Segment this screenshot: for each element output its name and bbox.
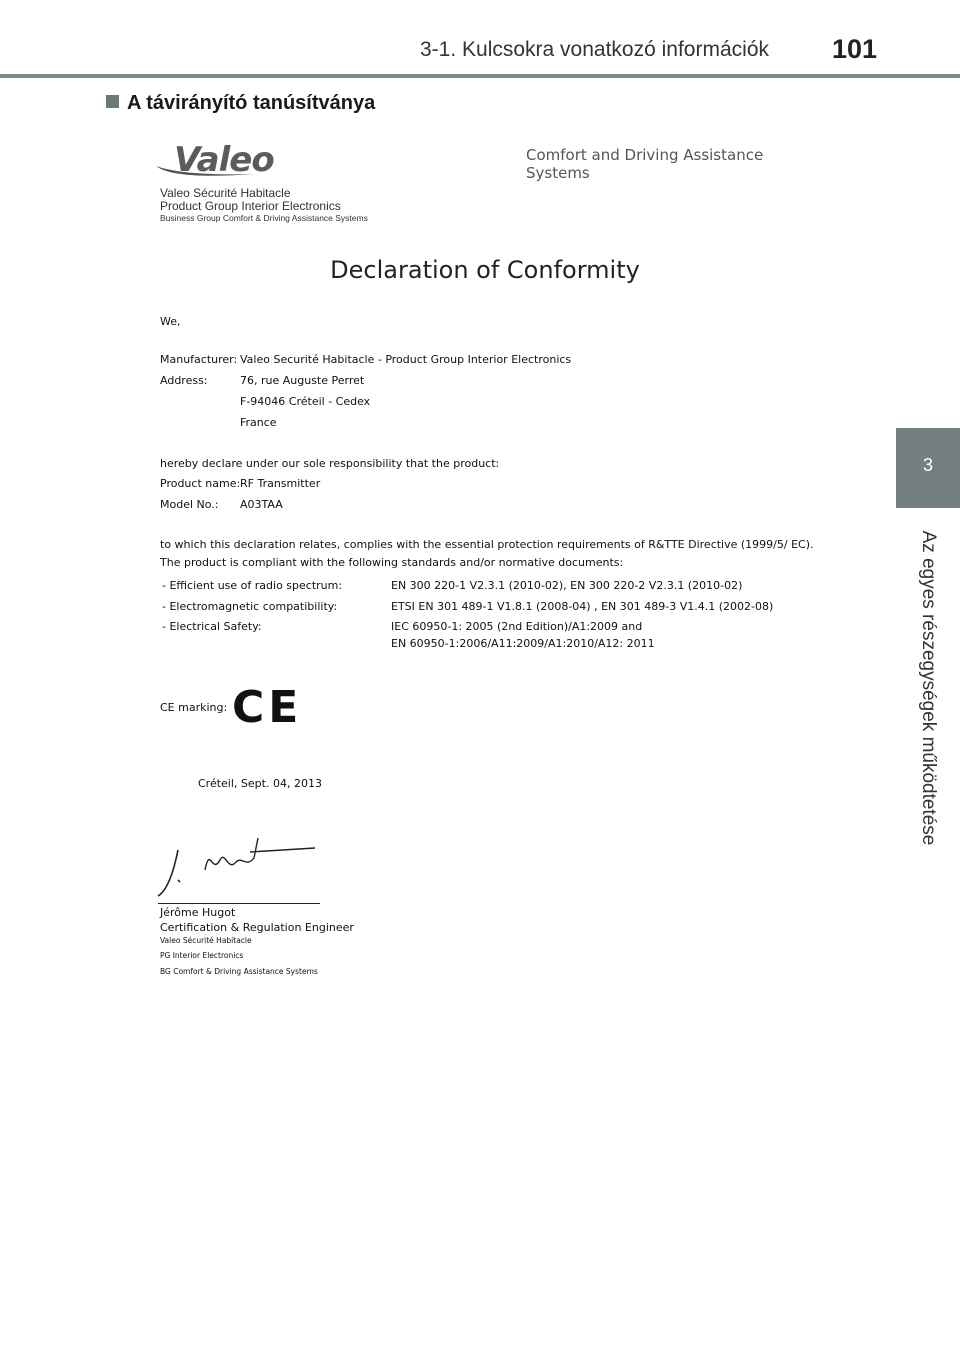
place-date: Créteil, Sept. 04, 2013 [198,777,322,790]
standard-label: - Electrical Safety: [162,620,262,633]
tagline: Comfort and Driving Assistance Systems [526,146,764,182]
valeo-logo [154,136,274,186]
page-number: 101 [832,34,878,64]
signer-name: Jérôme Hugot [160,906,236,919]
address-line: France [240,416,277,429]
model-label: Model No.: [160,498,219,511]
compliance-text: The product is compliant with the following standards and/or normative documents: [160,556,624,569]
signature-rule [158,903,320,904]
manufacturer-value: Valeo Securité Habitacle - Product Group Interior Electronics [240,353,572,366]
chapter-number: 3 [922,455,933,475]
signer-title: Certification & Regulation Engineer [160,921,354,934]
standard-value: IEC 60950-1: 2005 (2nd Edition)/A1:2009 and [391,620,643,633]
header-title: 3-1. Kulcsokra vonatkozó információk [420,38,769,61]
standard-label: - Electromagnetic compatibility: [162,600,338,613]
company-line: Valeo Sécurité Habitacle [160,186,291,200]
logo-word: Valeo [174,140,274,180]
address-label: Address: [160,374,208,387]
ce-mark-icon: CE [232,682,303,733]
we-text: We, [160,315,181,328]
standard-value: EN 60950-1:2006/A11:2009/A1:2010/A12: 2011 [391,637,655,650]
address-line: F-94046 Créteil - Cedex [240,395,371,408]
company-line: Business Group Comfort & Driving Assistance Systems [160,213,368,223]
product-row [160,477,320,490]
header-rule [0,74,960,78]
product-label: Product name: [160,477,241,490]
certificate-image [150,130,820,990]
product-value: RF Transmitter [240,477,321,490]
company-block [160,187,368,224]
signer-line: PG Interior Electronics [160,951,244,960]
ce-label: CE marking: [160,701,228,714]
document-title: Declaration of Conformity [330,256,640,284]
manufacturer-row [160,353,571,366]
section-title [106,92,375,115]
declare-text: hereby declare under our sole responsibility that the product: [160,457,500,470]
address-row [160,374,364,387]
signer-line: Valeo Sécurité Habitacle [160,936,252,945]
standard-value: EN 300 220-1 V2.3.1 (2010-02), EN 300 220-2 V2.3.1 (2010-02) [391,579,743,592]
address-value: 76, rue Auguste Perret [240,374,365,387]
signer-line: BG Comfort & Driving Assistance Systems [160,967,318,976]
standard-label: - Efficient use of radio spectrum: [162,579,343,592]
chapter-side-text: Az egyes részegységek működtetése [918,530,939,846]
section-square-icon [106,95,119,108]
company-line: Product Group Interior Electronics [160,199,341,213]
signature-icon [150,830,330,910]
manufacturer-label: Manufacturer: [160,353,238,366]
section-title-text: A távirányító tanúsítványa [127,92,376,114]
model-value: A03TAA [240,498,283,511]
model-row [160,498,283,511]
standard-value: ETSI EN 301 489-1 V1.8.1 (2008-04) , EN 301 489-3 V1.4.1 (2002-08) [391,600,774,613]
chapter-tab [896,428,960,508]
compliance-text: to which this declaration relates, complies with the essential protection requirements of R&TTE Directive (1999/5/ EC). [160,538,814,551]
